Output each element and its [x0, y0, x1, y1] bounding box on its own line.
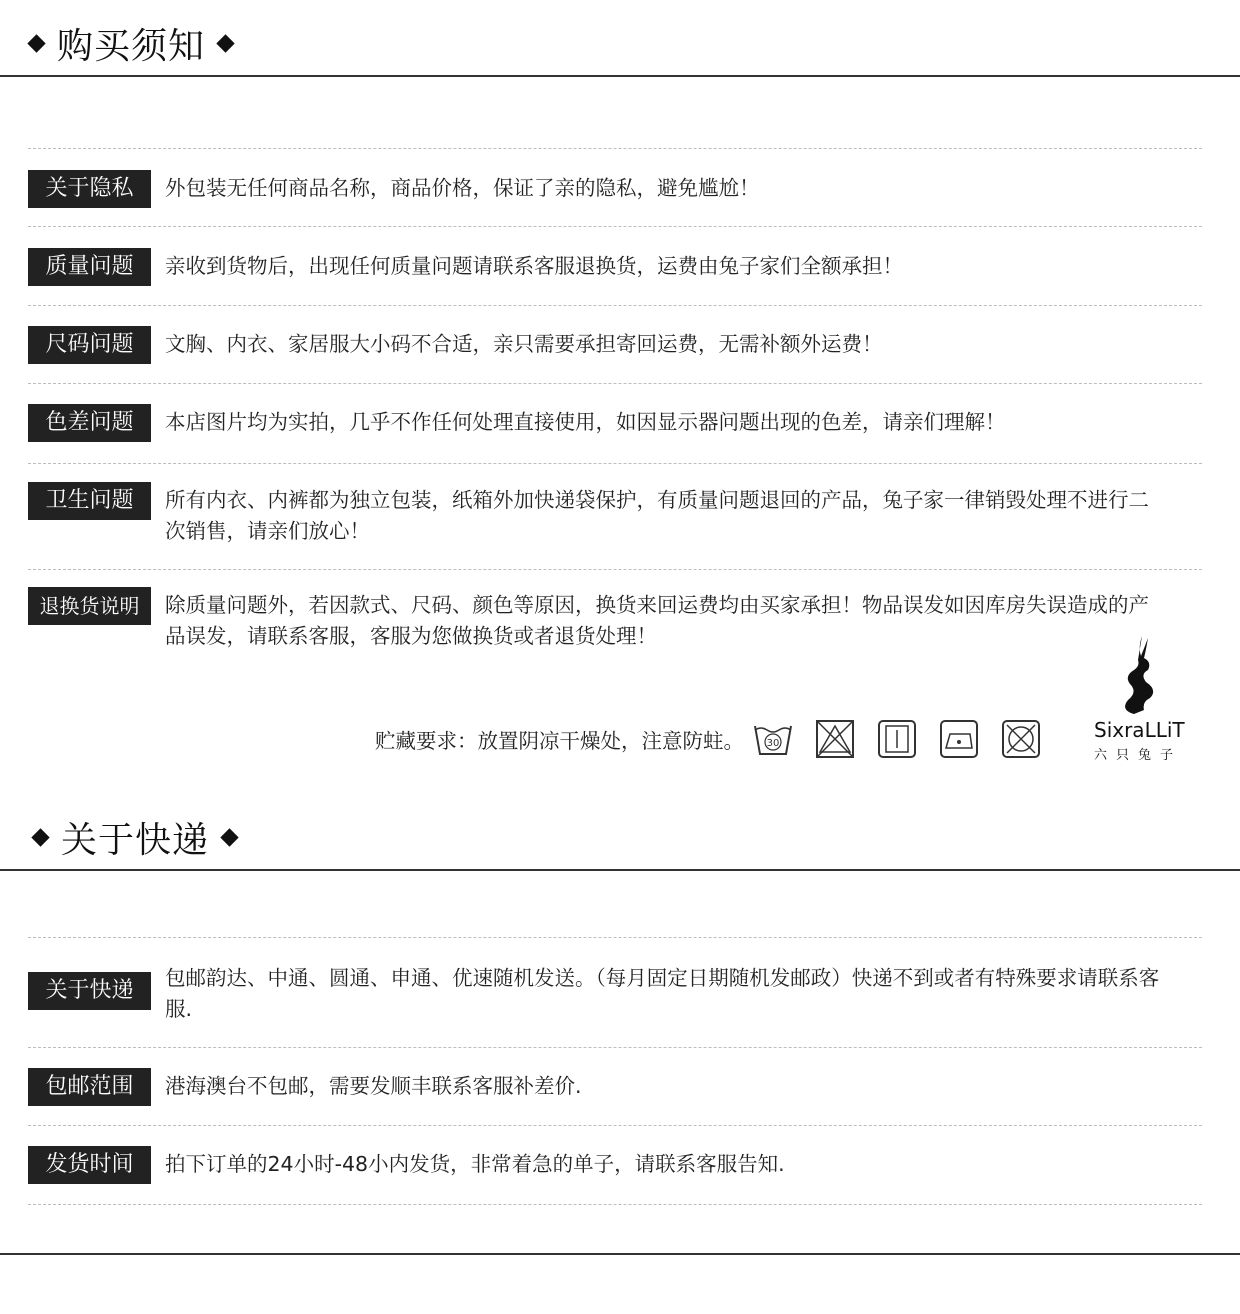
notice-row — [28, 482, 1165, 547]
shipping-text: 拍下订单的24小时-48小内发货，非常着急的单子，请联系客服告知. — [165, 1152, 785, 1176]
shipping-row — [28, 1068, 1165, 1106]
wash-30-icon — [752, 718, 794, 760]
notice-text: 本店图片均为实拍，几乎不作任何处理直接使用，如因显示器问题出现的色差，请亲们理解！ — [165, 410, 1006, 434]
notice-row — [28, 587, 1165, 652]
bunny-silhouette-icon — [1114, 634, 1164, 718]
notice-row — [28, 248, 1165, 286]
diamond-bullet-icon — [220, 828, 238, 846]
wash-temp-label: 30 — [766, 738, 780, 749]
notice-tag: 卫生问题 — [28, 482, 151, 520]
shipping-tag: 包邮范围 — [28, 1068, 151, 1106]
dashed-divider — [28, 148, 1202, 149]
tumble-dry-icon — [876, 718, 918, 760]
diamond-bullet-icon — [216, 34, 234, 52]
notice-text: 亲收到货物后，出现任何质量问题请联系客服退换货，运费由兔子家们全额承担！ — [165, 254, 903, 278]
shipping-tag: 发货时间 — [28, 1146, 151, 1184]
no-dry-clean-icon — [1000, 718, 1042, 760]
shipping-tag: 关于快递 — [28, 972, 151, 1010]
iron-low-icon — [938, 718, 980, 760]
brand-subtitle: 六只兔子 — [1094, 748, 1183, 763]
care-instructions — [375, 718, 1062, 760]
shipping-row — [28, 1146, 1165, 1184]
section-title: 购买须知 — [57, 26, 206, 67]
shipping-text: 包邮韵达、中通、圆通、申通、优速随机发送。（每月固定日期随机发邮政）快递不到或者有特殊要求请联系客服. — [165, 966, 1160, 1021]
notice-tag: 关于隐私 — [28, 170, 151, 208]
notice-text: 除质量问题外，若因款式、尺码、颜色等原因，换货来回运费均由买家承担！物品误发如因库房失误造成的产品误发，请联系客服，客服为您做换货或者退货处理！ — [165, 593, 1149, 648]
shipping-row — [28, 960, 1165, 1025]
brand-logo — [1090, 632, 1190, 762]
notice-text: 外包装无任何商品名称，商品价格，保证了亲的隐私，避免尴尬！ — [165, 176, 760, 200]
section-title: 关于快递 — [61, 820, 210, 861]
brand-name: SixraLLiT — [1094, 718, 1185, 742]
dashed-divider — [28, 1125, 1202, 1126]
section-header-shipping — [0, 812, 1240, 863]
dashed-divider — [28, 226, 1202, 227]
dashed-divider — [28, 569, 1202, 570]
notice-tag: 质量问题 — [28, 248, 151, 286]
storage-text: 贮藏要求：放置阴凉干燥处，注意防蛀。 — [375, 729, 744, 753]
dashed-divider — [28, 383, 1202, 384]
dashed-divider — [28, 937, 1202, 938]
notice-row — [28, 326, 1165, 364]
notice-row — [28, 170, 1165, 208]
notice-tag: 色差问题 — [28, 404, 151, 442]
section-divider — [0, 75, 1240, 77]
diamond-bullet-icon — [27, 34, 45, 52]
dashed-divider — [28, 1047, 1202, 1048]
dashed-divider — [28, 305, 1202, 306]
notice-text: 所有内衣、内裤都为独立包装，纸箱外加快递袋保护，有质量问题退回的产品，兔子家一律销毁处理不进行二次销售，请亲们放心！ — [165, 488, 1149, 543]
shipping-text: 港海澳台不包邮，需要发顺丰联系客服补差价. — [165, 1074, 582, 1098]
notice-tag: 退换货说明 — [28, 587, 151, 625]
bottom-divider — [0, 1253, 1240, 1255]
dashed-divider — [28, 463, 1202, 464]
dashed-divider — [28, 1204, 1202, 1205]
diamond-bullet-icon — [31, 828, 49, 846]
notice-row — [28, 404, 1165, 442]
no-bleach-icon — [814, 718, 856, 760]
section-divider — [0, 869, 1240, 871]
notice-tag: 尺码问题 — [28, 326, 151, 364]
section-header-purchase — [0, 18, 1240, 69]
notice-text: 文胸、内衣、家居服大小码不合适，亲只需要承担寄回运费，无需补额外运费！ — [165, 332, 883, 356]
